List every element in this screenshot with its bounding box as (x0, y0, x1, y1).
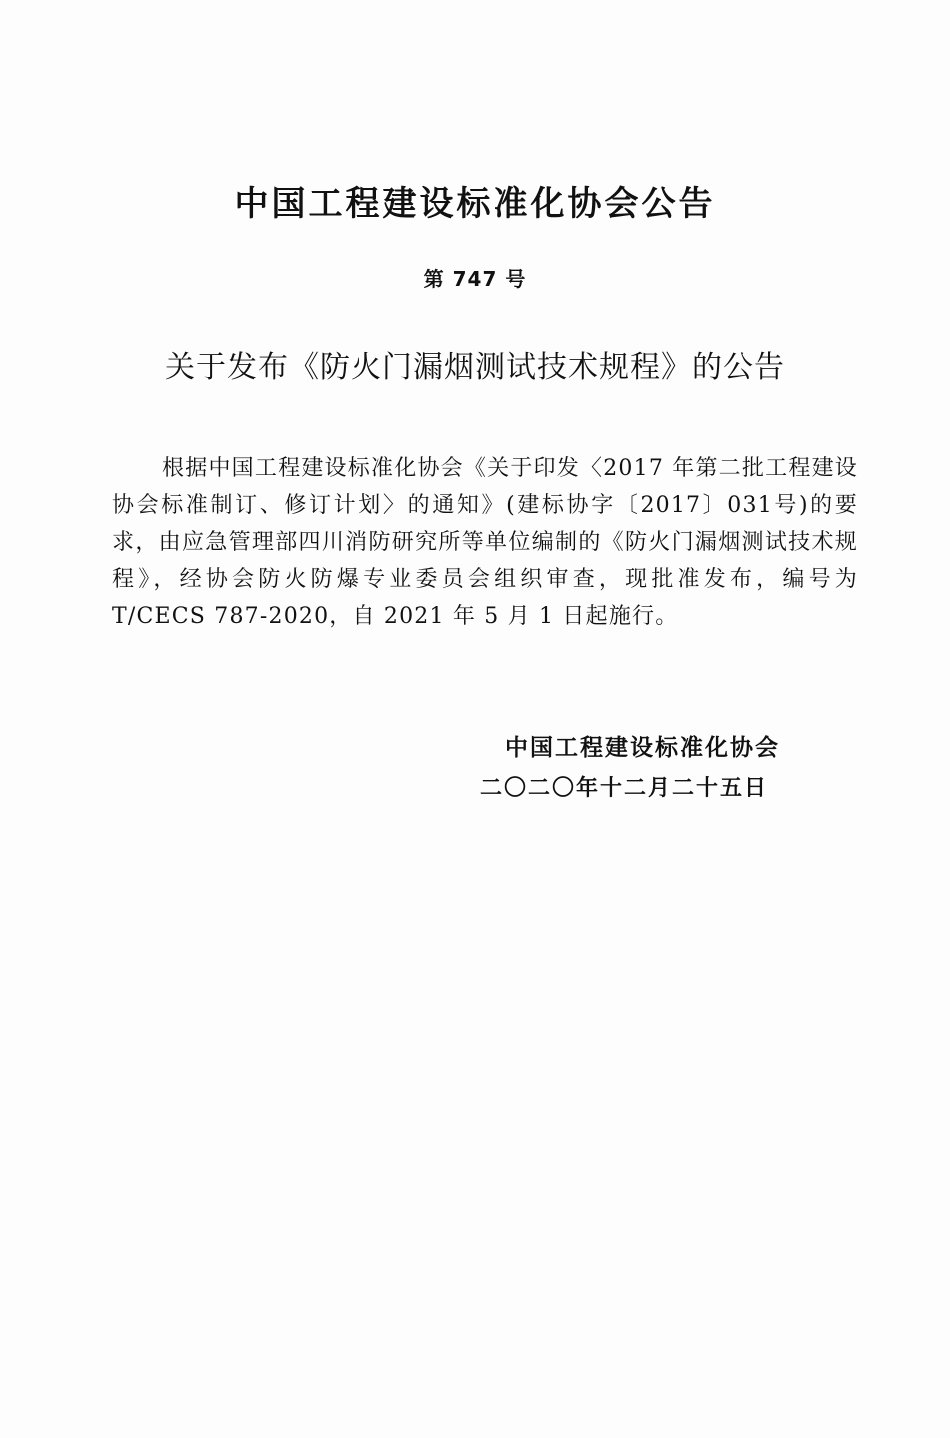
signature-organization: 中国工程建设标准化协会 (505, 735, 780, 761)
body-paragraph: 根据中国工程建设标准化协会《关于印发〈2017 年第二批工程建设协会标准制订、修订计划〉的通知》(建标协字〔2017〕031号)的要求，由应急管理部四川消防研究所等单位编制的《防火门漏烟测试技术规程》，经协会防火防爆专业委员会组织审查，现批准发布，编号为 T/CECS 787-2020，自 2021 年 5 月 1 日起施行。 (112, 456, 858, 629)
document-number: 第 747 号 (423, 267, 527, 291)
notice-title: 关于发布《防火门漏烟测试技术规程》的公告 (165, 350, 785, 385)
signature-date: 二〇二〇年十二月二十五日 (480, 776, 769, 801)
org-title: 中国工程建设标准化协会公告 (234, 184, 716, 224)
